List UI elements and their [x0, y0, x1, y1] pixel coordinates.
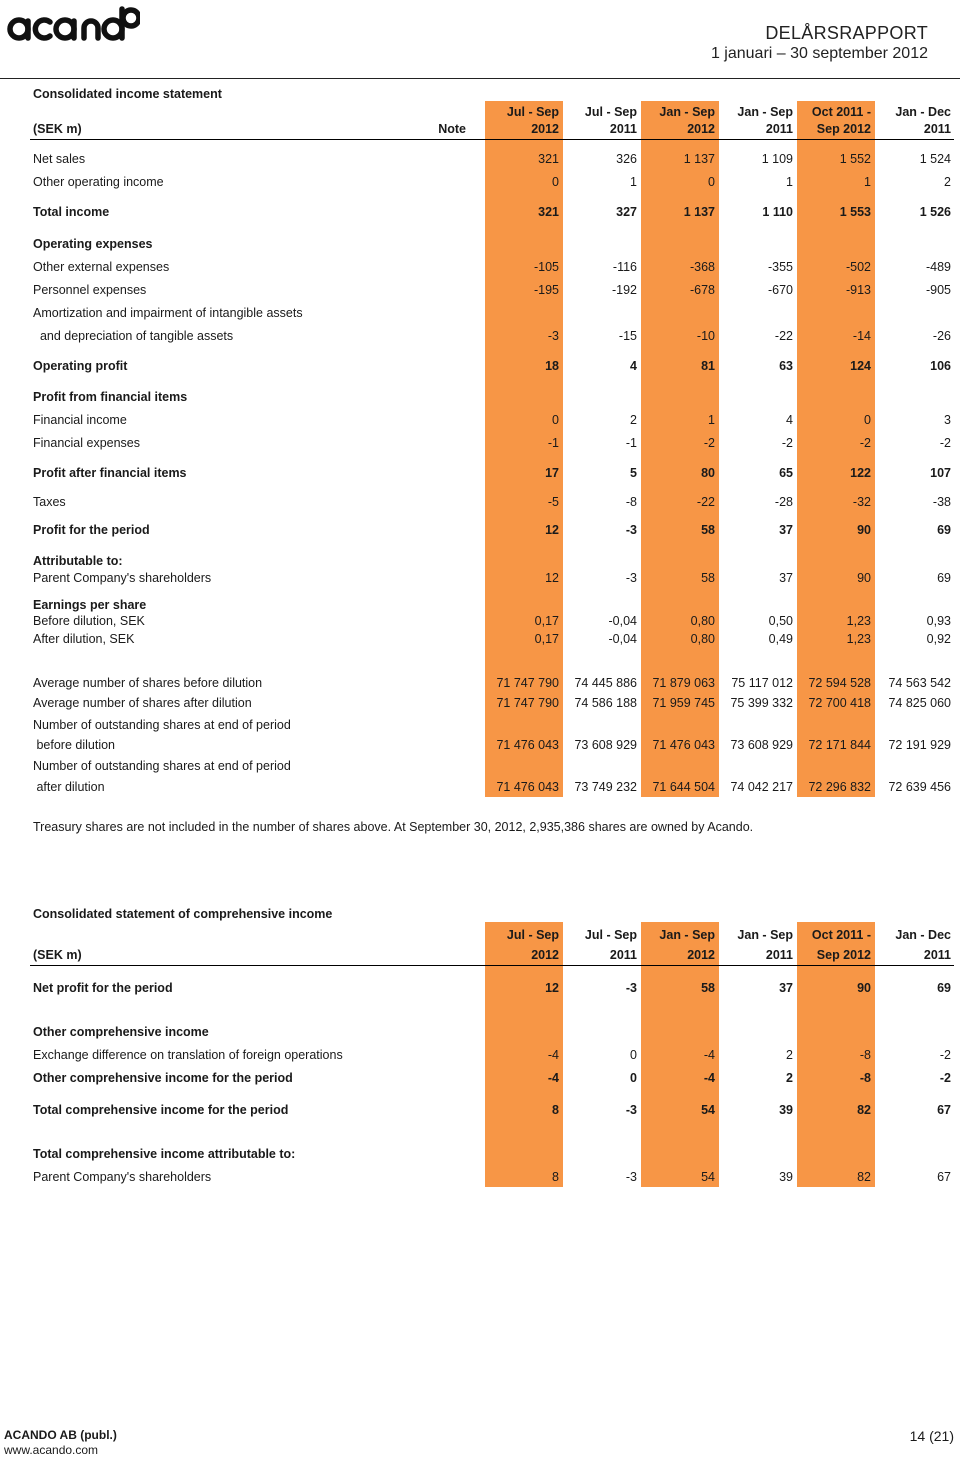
row-label: Financial expenses	[33, 436, 141, 450]
value-cell: -3	[547, 329, 559, 343]
table-row	[0, 235, 960, 253]
value-cell: -905	[925, 283, 951, 297]
acando-logo	[5, 4, 140, 44]
row-label: before dilution	[33, 738, 116, 752]
table-row	[0, 1168, 960, 1186]
table-row	[0, 630, 960, 648]
value-cell: 8	[552, 1103, 559, 1117]
value-cell: 63	[779, 359, 793, 373]
value-cell: 0	[630, 1071, 637, 1085]
value-cell: 0,49	[768, 632, 793, 646]
row-label: Net profit for the period	[33, 981, 173, 995]
value-cell: 71 476 043	[652, 738, 715, 752]
value-cell: 37	[779, 981, 793, 995]
table-row	[0, 304, 960, 322]
value-cell: -15	[618, 329, 637, 343]
value-cell: -4	[547, 1048, 559, 1062]
row-label: After dilution, SEK	[33, 632, 135, 646]
table-row	[0, 173, 960, 191]
row-label: Average number of shares before dilution	[33, 676, 263, 690]
row-label: Personnel expenses	[33, 283, 147, 297]
column-header: 2012	[531, 948, 559, 962]
table-row	[0, 493, 960, 511]
column-header: Oct 2011 -	[811, 928, 871, 942]
value-cell: 321	[538, 205, 559, 219]
value-cell: 122	[850, 466, 871, 480]
value-cell: -8	[859, 1071, 871, 1085]
row-label: Parent Company's shareholders	[33, 571, 212, 585]
value-cell: 72 296 832	[808, 780, 871, 794]
value-cell: -670	[767, 283, 793, 297]
value-cell: 3	[944, 413, 951, 427]
value-cell: -3	[625, 981, 637, 995]
value-cell: 0,17	[534, 614, 559, 628]
value-cell: 58	[701, 571, 715, 585]
value-cell: 65	[779, 466, 793, 480]
value-cell: 72 700 418	[808, 696, 871, 710]
value-cell: -28	[774, 495, 793, 509]
table-row	[0, 778, 960, 796]
row-label: Total income	[33, 205, 110, 219]
row-label: Other external expenses	[33, 260, 170, 274]
value-cell: 54	[701, 1170, 715, 1184]
row-label: Number of outstanding shares at end of period	[33, 759, 291, 773]
value-cell: -2	[703, 436, 715, 450]
value-cell: 1	[786, 175, 793, 189]
table-row	[0, 150, 960, 168]
column-header: Jul - Sep	[584, 928, 637, 942]
value-cell: 71 879 063	[652, 676, 715, 690]
company-name: ACANDO AB (publ.)	[4, 1428, 117, 1442]
row-label: Net sales	[33, 152, 86, 166]
value-cell: -368	[689, 260, 715, 274]
value-cell: 2	[786, 1071, 793, 1085]
column-header: 2011	[609, 122, 637, 136]
treasury-shares-footnote: Treasury shares are not included in the number of shares above. At September 30, 2012, 2,935,386 shares are owned by Acando.	[33, 820, 754, 834]
comprehensive-header-row-1	[0, 926, 960, 944]
row-label: Average number of shares after dilution	[33, 696, 252, 710]
value-cell: -10	[696, 329, 715, 343]
value-cell: -8	[625, 495, 637, 509]
value-cell: -192	[611, 283, 637, 297]
column-header: 2011	[765, 948, 793, 962]
column-header: Jan - Sep	[659, 928, 715, 942]
value-cell: -105	[533, 260, 559, 274]
value-cell: 0	[552, 175, 559, 189]
value-cell: 17	[545, 466, 559, 480]
row-label: Taxes	[33, 495, 66, 509]
value-cell: 321	[538, 152, 559, 166]
value-cell: 74 445 886	[574, 676, 637, 690]
column-header: 2011	[609, 948, 637, 962]
value-cell: 0,80	[690, 632, 715, 646]
column-header: Oct 2011 -	[811, 105, 871, 119]
value-cell: 71 644 504	[652, 780, 715, 794]
value-cell: 1 137	[683, 152, 715, 166]
row-label: Total comprehensive income attributable to:	[33, 1147, 296, 1161]
report-title: DELÅRSRAPPORT	[765, 23, 928, 43]
value-cell: 58	[701, 981, 715, 995]
table-row	[0, 357, 960, 375]
value-cell: -195	[533, 283, 559, 297]
value-cell: -14	[852, 329, 871, 343]
value-cell: -38	[932, 495, 951, 509]
value-cell: 81	[701, 359, 715, 373]
value-cell: -2	[939, 1071, 951, 1085]
value-cell: 327	[616, 205, 637, 219]
value-cell: 90	[857, 571, 871, 585]
column-header: 2012	[687, 122, 715, 136]
column-header: Jul - Sep	[584, 105, 637, 119]
value-cell: -4	[703, 1071, 715, 1085]
table-row	[0, 258, 960, 276]
value-cell: -0,04	[608, 632, 637, 646]
table-row	[0, 521, 960, 539]
value-cell: 12	[545, 523, 559, 537]
value-cell: 1	[864, 175, 871, 189]
value-cell: -32	[852, 495, 871, 509]
table-row	[0, 464, 960, 482]
value-cell: 0	[630, 1048, 637, 1062]
value-cell: 1 526	[919, 205, 951, 219]
value-cell: 4	[786, 413, 793, 427]
table-row	[0, 757, 960, 775]
value-cell: 2	[630, 413, 637, 427]
value-cell: 54	[701, 1103, 715, 1117]
value-cell: -26	[932, 329, 951, 343]
value-cell: 39	[779, 1170, 793, 1184]
value-cell: 72 594 528	[808, 676, 871, 690]
value-cell: -2	[859, 436, 871, 450]
value-cell: -3	[625, 1170, 637, 1184]
income-header-row-1	[0, 103, 960, 121]
page-number: 14 (21)	[909, 1428, 954, 1444]
value-cell: 0,50	[768, 614, 793, 628]
row-label: Attributable to:	[33, 554, 123, 568]
value-cell: -116	[612, 260, 637, 274]
column-header: Jan - Sep	[737, 105, 793, 119]
column-header: 2012	[531, 122, 559, 136]
value-cell: 107	[930, 466, 951, 480]
value-cell: 90	[857, 523, 871, 537]
column-header: Sep 2012	[816, 948, 871, 962]
column-header: 2011	[923, 948, 951, 962]
value-cell: 2	[786, 1048, 793, 1062]
value-cell: 72 171 844	[808, 738, 871, 752]
table-row	[0, 1145, 960, 1163]
column-header: Sep 2012	[816, 122, 871, 136]
row-label: Amortization and impairment of intangible assets	[33, 306, 303, 320]
value-cell: -5	[547, 495, 559, 509]
value-cell: 74 586 188	[574, 696, 637, 710]
value-cell: 1	[708, 413, 715, 427]
row-label: Financial income	[33, 413, 127, 427]
value-cell: 1 137	[683, 205, 715, 219]
company-url[interactable]: www.acando.com	[4, 1443, 99, 1457]
value-cell: 58	[701, 523, 715, 537]
value-cell: -4	[703, 1048, 715, 1062]
table-row	[0, 1101, 960, 1119]
value-cell: 69	[937, 571, 951, 585]
value-cell: 69	[937, 981, 951, 995]
note-header: Note	[438, 122, 466, 136]
row-label: Profit from financial items	[33, 390, 188, 404]
value-cell: 75 117 012	[731, 676, 793, 690]
row-label: Operating profit	[33, 359, 128, 373]
table-row	[0, 327, 960, 345]
value-cell: 39	[779, 1103, 793, 1117]
value-cell: 72 191 929	[888, 738, 951, 752]
value-cell: 326	[616, 152, 637, 166]
value-cell: 37	[779, 523, 793, 537]
row-label: Earnings per share	[33, 598, 147, 612]
row-label: Total comprehensive income for the period	[33, 1103, 289, 1117]
value-cell: -1	[547, 436, 559, 450]
table-row	[0, 1046, 960, 1064]
value-cell: 71 747 790	[496, 676, 559, 690]
value-cell: 5	[630, 466, 637, 480]
table-row	[0, 411, 960, 429]
value-cell: 124	[850, 359, 871, 373]
value-cell: -0,04	[608, 614, 637, 628]
column-header: Jan - Sep	[737, 928, 793, 942]
row-label: Profit for the period	[33, 523, 150, 537]
value-cell: 1 553	[839, 205, 871, 219]
column-header: 2011	[765, 122, 793, 136]
value-cell: 80	[701, 466, 715, 480]
table-row	[0, 694, 960, 712]
value-cell: 74 042 217	[730, 780, 793, 794]
row-label: Parent Company's shareholders	[33, 1170, 212, 1184]
value-cell: -913	[845, 283, 871, 297]
column-header: Jan - Dec	[895, 105, 951, 119]
header-divider	[0, 78, 960, 79]
value-cell: 82	[857, 1103, 871, 1117]
column-header: Jul - Sep	[506, 928, 559, 942]
value-cell: -4	[547, 1071, 559, 1085]
value-cell: -2	[939, 1048, 951, 1062]
value-cell: 0,93	[926, 614, 951, 628]
value-cell: 73 749 232	[574, 780, 637, 794]
value-cell: 73 608 929	[574, 738, 637, 752]
value-cell: -3	[625, 571, 637, 585]
value-cell: 8	[552, 1170, 559, 1184]
value-cell: -2	[939, 436, 951, 450]
value-cell: 1 524	[919, 152, 951, 166]
value-cell: -489	[925, 260, 951, 274]
value-cell: 0	[708, 175, 715, 189]
value-cell: 106	[930, 359, 951, 373]
value-cell: -3	[625, 1103, 637, 1117]
value-cell: 2	[944, 175, 951, 189]
table-row	[0, 388, 960, 406]
row-label: and depreciation of tangible assets	[33, 329, 234, 343]
column-header: 2012	[687, 948, 715, 962]
column-header: Jul - Sep	[506, 105, 559, 119]
table-row	[0, 203, 960, 221]
row-label: Operating expenses	[33, 237, 153, 251]
table-row	[0, 1023, 960, 1041]
value-cell: 0,17	[534, 632, 559, 646]
value-cell: -3	[625, 523, 637, 537]
row-label: Exchange difference on translation of foreign operations	[33, 1048, 343, 1062]
value-cell: 67	[937, 1170, 951, 1184]
value-cell: 71 747 790	[496, 696, 559, 710]
value-cell: 71 959 745	[652, 696, 715, 710]
income-header-divider	[30, 139, 954, 140]
value-cell: 0	[864, 413, 871, 427]
value-cell: -22	[696, 495, 715, 509]
value-cell: 0,80	[690, 614, 715, 628]
value-cell: 1	[630, 175, 637, 189]
value-cell: 12	[545, 981, 559, 995]
column-header: Jan - Dec	[895, 928, 951, 942]
value-cell: 69	[937, 523, 951, 537]
value-cell: -678	[689, 283, 715, 297]
column-header: 2011	[923, 122, 951, 136]
income-statement-title: Consolidated income statement	[33, 87, 222, 101]
value-cell: -2	[781, 436, 793, 450]
comprehensive-title: Consolidated statement of comprehensive income	[33, 907, 333, 921]
value-cell: 1,23	[846, 614, 871, 628]
value-cell: -502	[845, 260, 871, 274]
table-row	[0, 612, 960, 630]
table-row	[0, 716, 960, 734]
value-cell: -355	[767, 260, 793, 274]
row-label: Before dilution, SEK	[33, 614, 145, 628]
comprehensive-header-row-2: (SEK m) 2012 2011 2012 2011 Sep 2012 2011	[33, 948, 951, 962]
value-cell: 74 825 060	[888, 696, 951, 710]
table-row	[0, 979, 960, 997]
row-label: Other comprehensive income	[33, 1025, 209, 1039]
table-row	[0, 674, 960, 692]
row-label: Other operating income	[33, 175, 164, 189]
row-label: Other comprehensive income for the period	[33, 1071, 293, 1085]
column-header: Jan - Sep	[659, 105, 715, 119]
value-cell: 37	[779, 571, 793, 585]
value-cell: 72 639 456	[888, 780, 951, 794]
value-cell: -22	[774, 329, 793, 343]
value-cell: 67	[937, 1103, 951, 1117]
income-header-row-2: (SEK m) Note 2012 2011 2012 2011 Sep 2012 2011	[33, 122, 951, 136]
comprehensive-header-divider	[30, 965, 954, 966]
value-cell: -8	[859, 1048, 871, 1062]
row-label: after dilution	[33, 780, 105, 794]
value-cell: 75 399 332	[730, 696, 793, 710]
row-label: Number of outstanding shares at end of period	[33, 718, 291, 732]
value-cell: 18	[545, 359, 559, 373]
row-label: Profit after financial items	[33, 466, 187, 480]
value-cell: 73 608 929	[730, 738, 793, 752]
value-cell: -1	[625, 436, 637, 450]
table-row	[0, 1069, 960, 1087]
value-cell: 74 563 542	[888, 676, 951, 690]
table-row	[0, 569, 960, 587]
table-row	[0, 281, 960, 299]
value-cell: 0,92	[926, 632, 951, 646]
value-cell: 0	[552, 413, 559, 427]
table-row	[0, 434, 960, 452]
value-cell: 1,23	[846, 632, 871, 646]
value-cell: 4	[630, 359, 637, 373]
value-cell: 1 110	[762, 205, 793, 219]
value-cell: 82	[857, 1170, 871, 1184]
value-cell: 12	[545, 571, 559, 585]
value-cell: 1 109	[761, 152, 793, 166]
table-row	[0, 736, 960, 754]
table-row	[0, 552, 960, 570]
value-cell: 71 476 043	[496, 738, 559, 752]
value-cell: 90	[857, 981, 871, 995]
value-cell: 1 552	[839, 152, 871, 166]
value-cell: 71 476 043	[496, 780, 559, 794]
report-period: 1 januari – 30 september 2012	[710, 45, 928, 62]
